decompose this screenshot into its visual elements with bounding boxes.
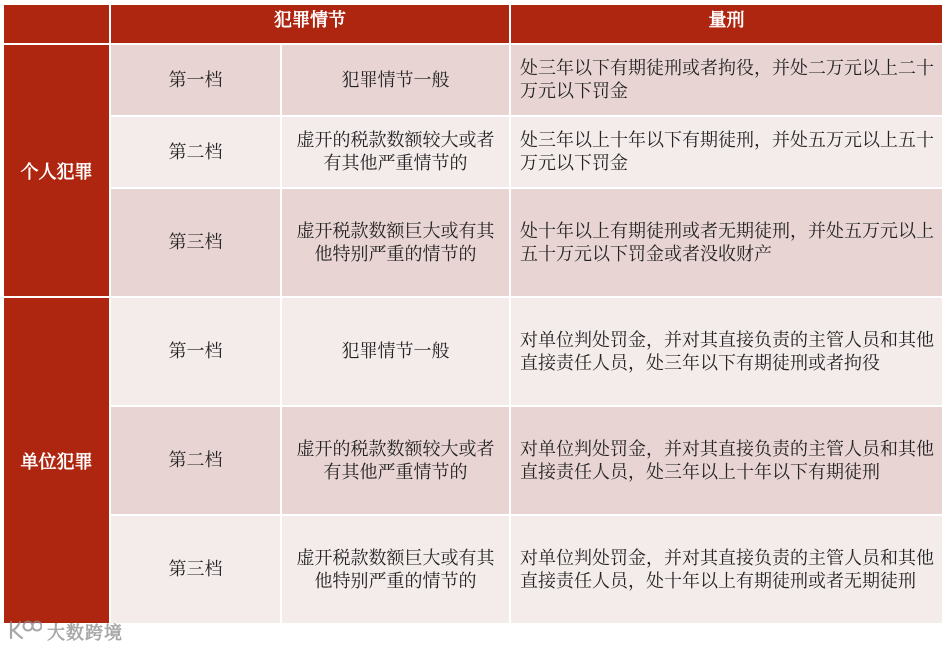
grade-cell: 第一档 [110,44,281,116]
circumstance-cell: 虚开税款数额巨大或有其他特别严重的情节的 [281,515,510,624]
grade-cell: 第三档 [110,188,281,297]
watermark-logo [8,619,123,645]
circumstance-cell: 虚开的税款数额较大或者有其他严重情节的 [281,116,510,188]
table-row [3,44,943,116]
header-blank-cell [3,4,110,44]
header-penalty: 量刑 [510,4,943,44]
table-row [3,297,943,406]
grade-cell: 第三档 [110,515,281,624]
circumstance-cell: 虚开税款数额巨大或有其他特别严重的情节的 [281,188,510,297]
penalty-cell: 处十年以上有期徒刑或者无期徒刑，并处五万元以上五十万元以下罚金或者没收财产 [510,188,943,297]
grade-cell: 第二档 [110,406,281,515]
table-row [3,116,943,188]
table-row [3,406,943,515]
circumstance-cell: 犯罪情节一般 [281,44,510,116]
header-circumstances: 犯罪情节 [110,4,510,44]
penalty-cell: 对单位判处罚金，并对其直接负责的主管人员和其他直接责任人员，处十年以上有期徒刑或者无期徒刑 [510,515,943,624]
penalty-cell: 对单位判处罚金，并对其直接负责的主管人员和其他直接责任人员，处三年以上十年以下有期徒刑 [510,406,943,515]
header-row [3,4,943,44]
group-label-individual: 个人犯罪 [3,44,110,297]
group-label-entity: 单位犯罪 [3,297,110,624]
circumstance-cell: 犯罪情节一般 [281,297,510,406]
sentencing-table [2,3,944,625]
grade-cell: 第一档 [110,297,281,406]
watermark-text: 大数跨境 [47,623,123,644]
penalty-cell: 处三年以下有期徒刑或者拘役，并处二万元以上二十万元以下罚金 [510,44,943,116]
circumstance-cell: 虚开的税款数额较大或者有其他严重情节的 [281,406,510,515]
penalty-cell: 对单位判处罚金，并对其直接负责的主管人员和其他直接责任人员，处三年以下有期徒刑或者拘役 [510,297,943,406]
table-row [3,515,943,624]
grade-cell: 第二档 [110,116,281,188]
k100-logo-icon [8,619,42,645]
table-row [3,188,943,297]
penalty-cell: 处三年以上十年以下有期徒刑，并处五万元以上五十万元以下罚金 [510,116,943,188]
